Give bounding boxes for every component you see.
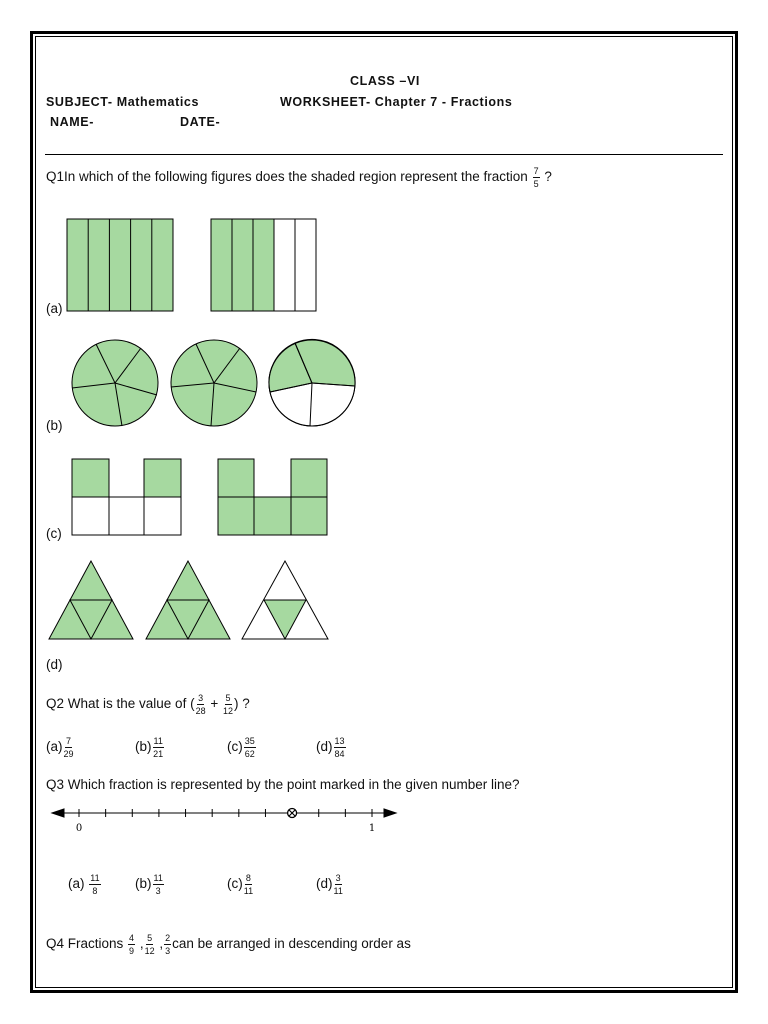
- number-line-end-label: 1: [368, 823, 376, 834]
- q4-suffix: can be arranged in descending order as: [172, 936, 411, 952]
- q2-option-c-den: 62: [244, 749, 255, 759]
- q1-option-a-label: (a): [46, 301, 63, 316]
- q3-option-b[interactable]: [135, 873, 165, 896]
- q4-prefix: Q4 Fractions: [46, 936, 124, 952]
- q4-sep-2: ,: [159, 936, 164, 952]
- q1-text: Q1In which of the following figures does the shaded region represent the fraction: [46, 169, 528, 185]
- q1-end: ?: [544, 169, 552, 185]
- date-label: DATE-: [180, 115, 221, 129]
- q3-option-d-num: 3: [335, 873, 341, 883]
- q4-f3-num: 2: [165, 933, 171, 943]
- q2-option-d-num: 13: [334, 736, 345, 746]
- q4-question: [46, 933, 411, 956]
- number-line-left-arrow: [52, 809, 64, 817]
- q1-fraction-num: 7: [533, 166, 539, 176]
- q4-sep-1: ,: [139, 936, 144, 952]
- q3-option-a-label: (a): [68, 876, 85, 892]
- q4-fraction-2: [145, 933, 155, 956]
- q4-fraction-1: [128, 933, 135, 956]
- q4-f2-den: 12: [144, 946, 155, 956]
- q3-question: Q3 Which fraction is represented by the point marked in the given number line?: [46, 777, 520, 792]
- q2-a-num: 3: [198, 693, 204, 703]
- q1-option-c-label: (c): [46, 526, 62, 541]
- q3-option-d[interactable]: [316, 873, 344, 896]
- q3-option-c-label: (c): [227, 876, 243, 892]
- q2-b-num: 5: [225, 693, 231, 703]
- q3-option-a[interactable]: [68, 873, 102, 896]
- q3-option-b-label: (b): [135, 876, 152, 892]
- worksheet-title: WORKSHEET- Chapter 7 - Fractions: [280, 95, 513, 109]
- q2-option-a-den: 29: [63, 749, 74, 759]
- q4-f1-num: 4: [129, 933, 135, 943]
- q2-option-b-den: 21: [153, 749, 164, 759]
- class-label: CLASS –VI: [350, 74, 420, 88]
- q3-option-b-den: 3: [155, 886, 161, 896]
- q2-suffix: ) ?: [234, 696, 250, 712]
- q2-b-den: 12: [223, 706, 234, 716]
- subject-label: SUBJECT- Mathematics: [46, 95, 200, 109]
- q1-option-d-label: (d): [46, 657, 63, 672]
- q2-option-b-label: (b): [135, 739, 152, 755]
- q2-plus: +: [210, 696, 219, 712]
- q3-option-d-den: 11: [333, 886, 343, 896]
- q3-option-c[interactable]: [227, 873, 254, 896]
- q2-prefix: Q2 What is the value of (: [46, 696, 195, 712]
- q3-option-a-den: 8: [92, 886, 98, 896]
- q3-option-b-num: 11: [153, 873, 163, 883]
- name-label: NAME-: [50, 115, 94, 129]
- q4-f3-den: 3: [165, 946, 171, 956]
- q2-option-c-num: 35: [244, 736, 255, 746]
- q2-option-a-num: 7: [66, 736, 72, 746]
- q3-option-c-num: 8: [245, 873, 251, 883]
- q1-option-b-label: (b): [46, 418, 63, 433]
- q4-fraction-3: [164, 933, 171, 956]
- q2-option-d-den: 84: [334, 749, 345, 759]
- number-line-right-arrow: [384, 809, 396, 817]
- q1-fraction-den: 5: [533, 179, 539, 189]
- q2-option-c-label: (c): [227, 739, 243, 755]
- number-line-start-label: 0: [75, 823, 83, 834]
- q2-option-b-num: 11: [153, 736, 163, 746]
- q2-option-a-label: (a): [46, 739, 63, 755]
- q2-option-d-label: (d): [316, 739, 333, 755]
- q2-a-den: 28: [195, 706, 206, 716]
- q3-option-a-num: 11: [90, 873, 100, 883]
- q4-f1-den: 9: [129, 946, 135, 956]
- q3-option-d-label: (d): [316, 876, 333, 892]
- q4-f2-num: 5: [147, 933, 153, 943]
- q3-option-c-den: 11: [243, 886, 254, 896]
